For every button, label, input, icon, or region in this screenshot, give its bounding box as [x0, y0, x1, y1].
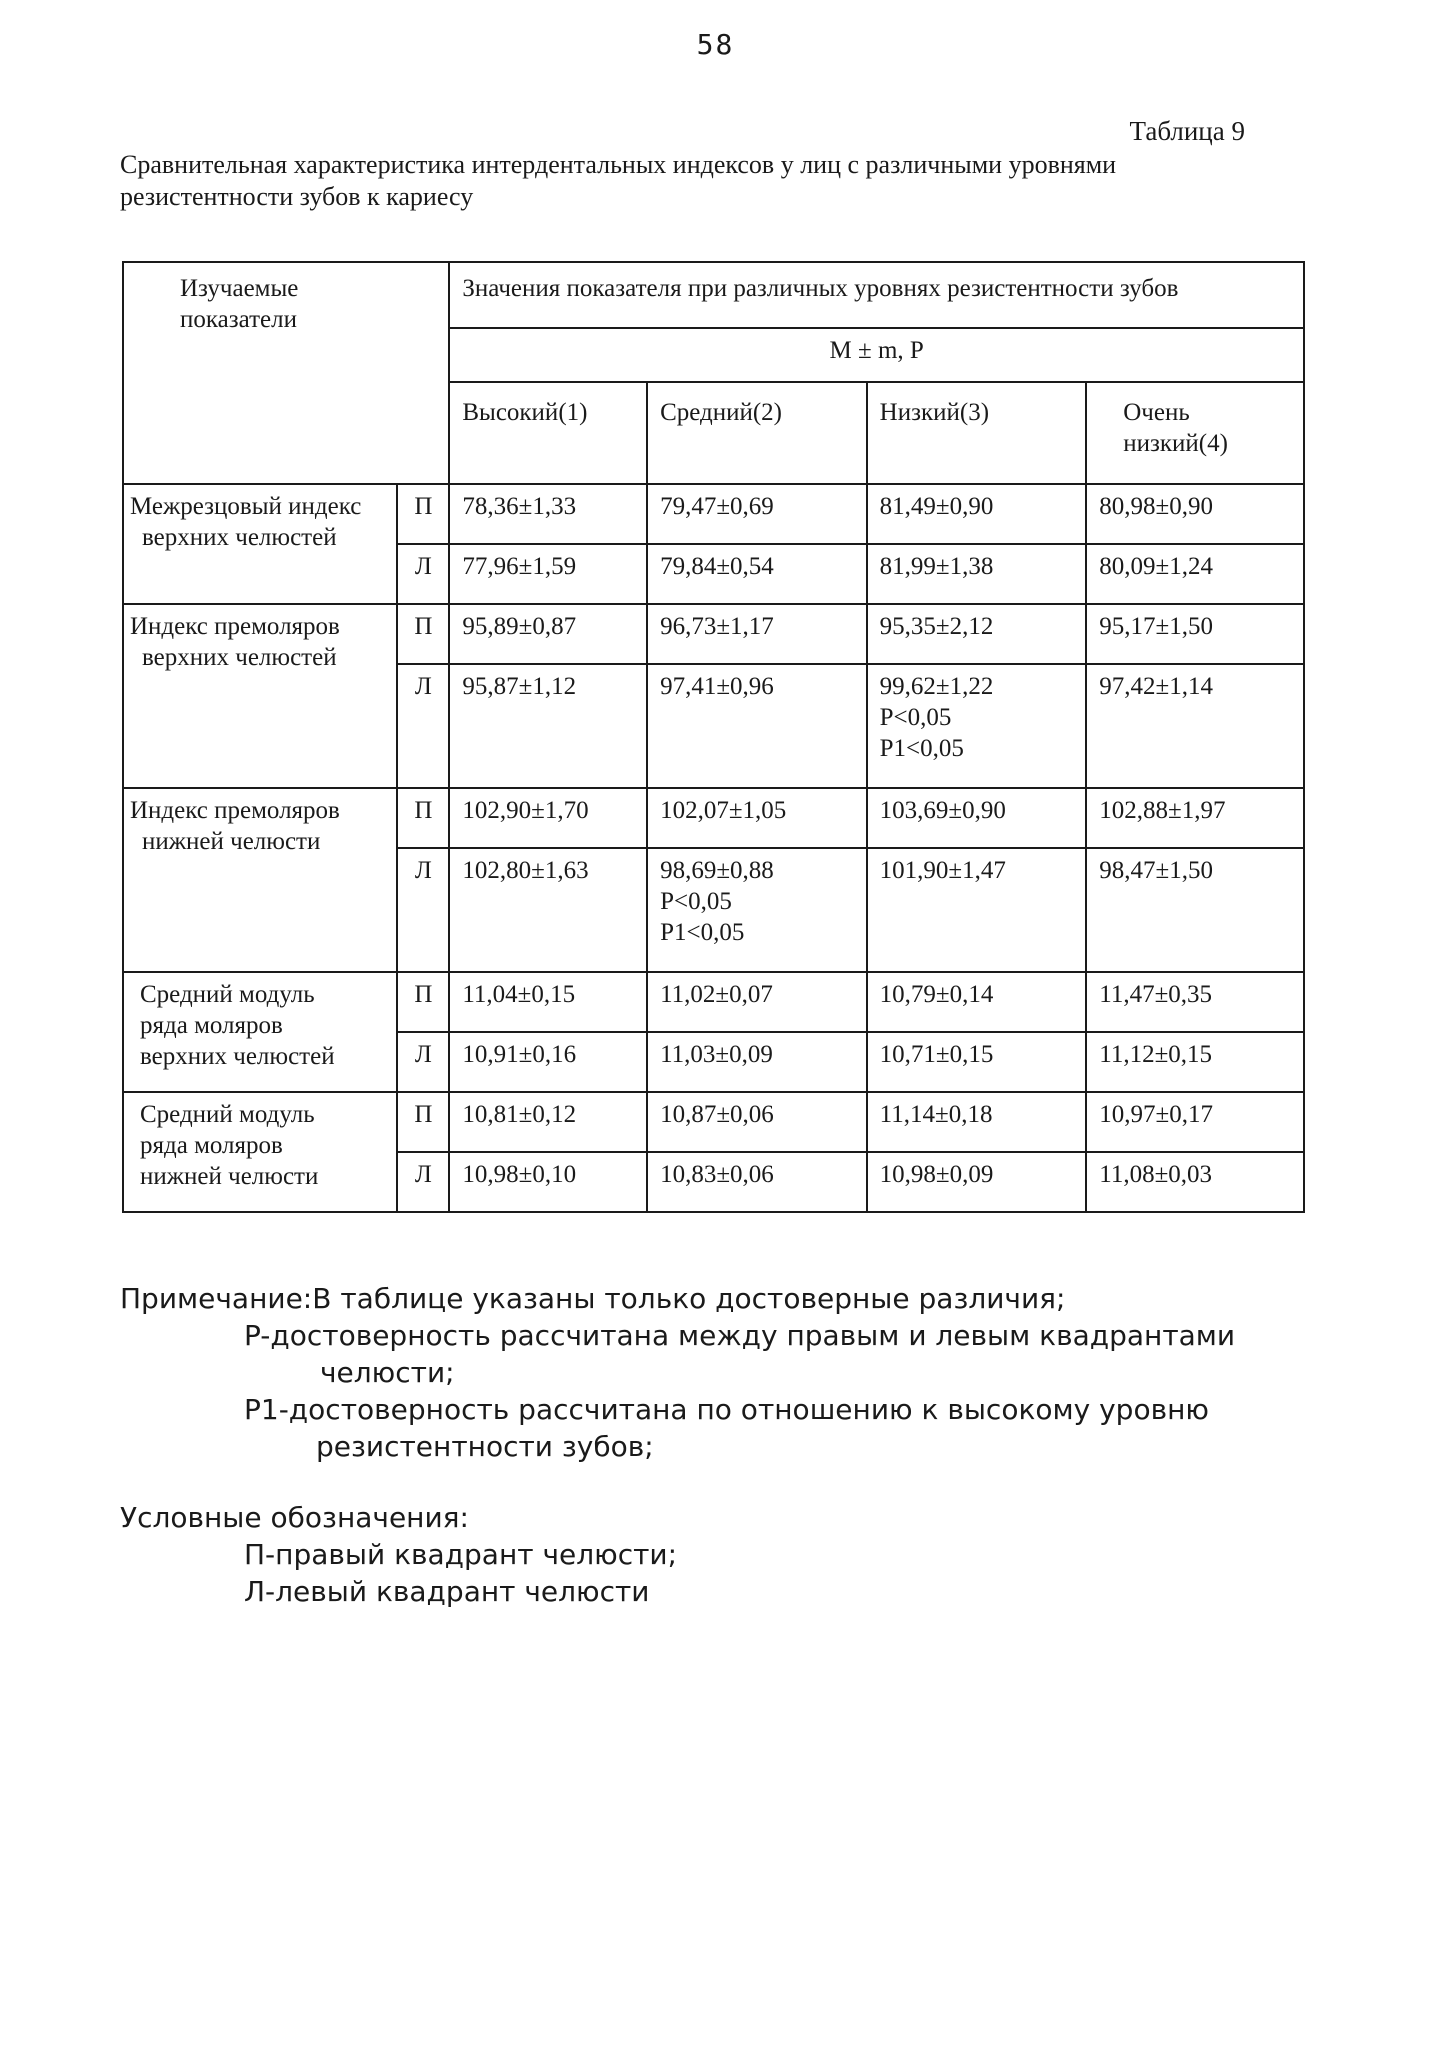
header-level-high: Высокий(1)	[449, 382, 647, 484]
value-cell	[1086, 1152, 1304, 1212]
value-line: 81,99±1,38	[879, 553, 994, 580]
indicator-name-line: нижней челюсти	[140, 1163, 319, 1190]
note-p: P-достоверность рассчитана между правым и левым квадрантами	[244, 1319, 1236, 1352]
value-cell	[647, 664, 867, 788]
header-level-very-low: Очень низкий(4)	[1086, 382, 1304, 484]
value-cell	[449, 1032, 647, 1092]
indicator-name-line: ряда моляров	[140, 1132, 283, 1159]
table-row	[123, 604, 1304, 664]
notes	[120, 1280, 1270, 1610]
jaw-side: П	[397, 484, 449, 544]
jaw-side: П	[397, 604, 449, 664]
value-line: P1<0,05	[660, 919, 745, 946]
value-line: 10,81±0,12	[462, 1101, 577, 1128]
value-cell	[449, 544, 647, 604]
jaw-side: Л	[397, 664, 449, 788]
value-cell	[867, 484, 1087, 544]
value-line: 95,17±1,50	[1099, 613, 1213, 640]
indicator-name	[123, 1092, 397, 1212]
value-cell	[867, 544, 1087, 604]
indicator-name-line: верхних челюстей	[142, 644, 337, 671]
value-cell	[449, 604, 647, 664]
value-cell	[1086, 972, 1304, 1032]
value-line: 10,71±0,15	[879, 1041, 994, 1068]
value-line: 96,73±1,17	[660, 613, 774, 640]
value-line: 10,87±0,06	[660, 1101, 774, 1128]
header-indicator: Изучаемые показатели	[123, 262, 449, 484]
indicator-name	[123, 972, 397, 1092]
value-cell	[449, 664, 647, 788]
value-cell	[449, 788, 647, 848]
value-line: 81,49±0,90	[879, 493, 994, 520]
value-cell	[647, 1032, 867, 1092]
header-stat: M ± m, P	[449, 328, 1304, 382]
value-cell	[1086, 484, 1304, 544]
jaw-side: Л	[397, 848, 449, 972]
header-level-medium: Средний(2)	[647, 382, 867, 484]
value-cell	[647, 544, 867, 604]
jaw-side: Л	[397, 1152, 449, 1212]
value-line: 101,90±1,47	[879, 857, 1006, 884]
jaw-side: П	[397, 972, 449, 1032]
table-row	[123, 972, 1304, 1032]
value-line: 11,02±0,07	[660, 981, 773, 1008]
legend-right: П-правый квадрант челюсти;	[244, 1538, 678, 1571]
value-cell	[647, 604, 867, 664]
legend	[120, 1499, 1270, 1610]
value-cell	[647, 484, 867, 544]
value-line: 95,87±1,12	[462, 673, 577, 700]
indicator-name	[123, 484, 397, 604]
value-cell	[867, 1032, 1087, 1092]
header-main: Значения показателя при различных уровнях резистентности зубов	[449, 262, 1304, 328]
value-line: 80,09±1,24	[1099, 553, 1213, 580]
value-line: 103,69±0,90	[879, 797, 1006, 824]
note-p1: P1-достоверность рассчитана по отношению к высокому уровню	[244, 1393, 1209, 1426]
value-cell	[647, 1092, 867, 1152]
value-line: 10,83±0,06	[660, 1161, 774, 1188]
value-cell	[867, 848, 1087, 972]
value-cell	[449, 1152, 647, 1212]
value-cell	[1086, 604, 1304, 664]
indicator-name-line: нижней челюсти	[142, 828, 321, 855]
value-cell	[449, 484, 647, 544]
value-line: 98,69±0,88	[660, 857, 774, 884]
value-line: 102,07±1,05	[660, 797, 787, 824]
value-line: 10,98±0,10	[462, 1161, 577, 1188]
value-line: 10,97±0,17	[1099, 1101, 1213, 1128]
value-line: 97,41±0,96	[660, 673, 774, 700]
value-cell	[1086, 544, 1304, 604]
value-line: 80,98±0,90	[1099, 493, 1213, 520]
value-line: 11,47±0,35	[1099, 981, 1213, 1008]
indicator-name	[123, 788, 397, 972]
header-level-low: Низкий(3)	[867, 382, 1087, 484]
value-line: 11,03±0,09	[660, 1041, 773, 1068]
note-lead: Примечание:В таблице указаны только достоверные различия;	[120, 1282, 1066, 1315]
table-label: Таблица 9	[1129, 116, 1245, 146]
value-line: 11,08±0,03	[1099, 1161, 1213, 1188]
legend-title: Условные обозначения:	[120, 1501, 469, 1534]
value-line: 11,14±0,18	[879, 1101, 993, 1128]
value-line: 102,80±1,63	[462, 857, 589, 884]
value-cell	[867, 972, 1087, 1032]
indicator-name	[123, 604, 397, 788]
value-cell	[1086, 1092, 1304, 1152]
indicator-name-line: Индекс премоляров	[130, 613, 340, 640]
value-cell	[647, 1152, 867, 1212]
value-cell	[449, 1092, 647, 1152]
jaw-side: П	[397, 1092, 449, 1152]
value-line: 10,98±0,09	[879, 1161, 994, 1188]
data-table	[122, 261, 1305, 1213]
value-line: 78,36±1,33	[462, 493, 577, 520]
note-p-cont: челюсти;	[320, 1356, 455, 1389]
value-line: 11,12±0,15	[1099, 1041, 1213, 1068]
value-line: 98,47±1,50	[1099, 857, 1213, 884]
value-line: 95,35±2,12	[879, 613, 994, 640]
value-cell	[647, 848, 867, 972]
value-cell	[647, 972, 867, 1032]
value-line: 99,62±1,22	[879, 673, 994, 700]
value-cell	[867, 1092, 1087, 1152]
value-line: P<0,05	[879, 704, 952, 731]
table-row	[123, 788, 1304, 848]
value-cell	[1086, 1032, 1304, 1092]
value-line: 11,04±0,15	[462, 981, 576, 1008]
table-row	[123, 1092, 1304, 1152]
value-cell	[867, 664, 1087, 788]
value-line: P<0,05	[660, 888, 732, 915]
indicator-name-line: Средний модуль	[140, 1101, 315, 1128]
indicator-name-line: ряда моляров	[140, 1012, 283, 1039]
value-line: 10,91±0,16	[462, 1041, 577, 1068]
value-line: 97,42±1,14	[1099, 673, 1213, 700]
value-line: 79,84±0,54	[660, 553, 774, 580]
value-line: P1<0,05	[879, 735, 964, 762]
value-cell	[1086, 848, 1304, 972]
value-line: 95,89±0,87	[462, 613, 577, 640]
jaw-side: Л	[397, 1032, 449, 1092]
legend-left: Л-левый квадрант челюсти	[244, 1575, 650, 1608]
value-cell	[647, 788, 867, 848]
value-line: 102,88±1,97	[1099, 797, 1226, 824]
table-row	[123, 484, 1304, 544]
page-number: 58	[696, 28, 735, 61]
jaw-side: П	[397, 788, 449, 848]
indicator-name-line: Средний модуль	[140, 981, 315, 1008]
value-line: 10,79±0,14	[879, 981, 994, 1008]
value-line: 79,47±0,69	[660, 493, 774, 520]
value-line: 77,96±1,59	[462, 553, 577, 580]
value-cell	[1086, 664, 1304, 788]
jaw-side: Л	[397, 544, 449, 604]
indicator-name-line: Межрезцовый индекс	[130, 493, 362, 520]
value-line: 102,90±1,70	[462, 797, 589, 824]
value-cell	[867, 1152, 1087, 1212]
value-cell	[449, 972, 647, 1032]
value-cell	[1086, 788, 1304, 848]
value-cell	[867, 604, 1087, 664]
indicator-name-line: Индекс премоляров	[130, 797, 340, 824]
note-p1-cont: резистентности зубов;	[316, 1430, 654, 1463]
value-cell	[867, 788, 1087, 848]
table-caption: Сравнительная характеристика интердентальных индексов у лиц с различными уровнями резистентности зубов к кариесу	[120, 150, 1117, 211]
indicator-name-line: верхних челюстей	[140, 1043, 335, 1070]
value-cell	[449, 848, 647, 972]
indicator-name-line: верхних челюстей	[142, 524, 337, 551]
